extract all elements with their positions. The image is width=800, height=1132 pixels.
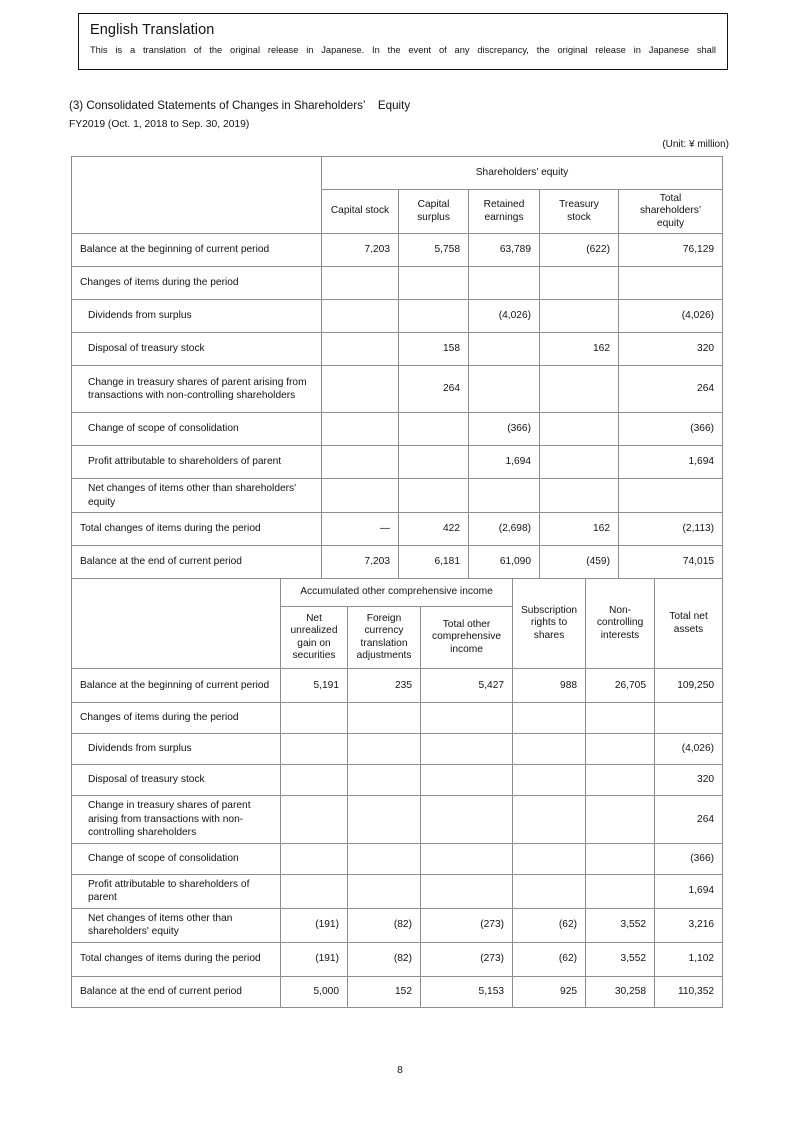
cell-value	[513, 796, 586, 844]
row-label-net-changes-of-items-other-than-shareholders-equ: Net changes of items other than shareholders' equity	[72, 479, 322, 513]
cell-value	[586, 703, 655, 734]
cell-value	[586, 734, 655, 765]
table-row	[72, 703, 723, 734]
cell-value	[540, 479, 619, 513]
cell-value	[540, 300, 619, 333]
cell-value: 74,015	[619, 546, 723, 579]
cell-value	[540, 267, 619, 300]
table-row	[72, 908, 723, 942]
row-label-disposal-of-treasury-stock: Disposal of treasury stock	[72, 765, 281, 796]
table-row	[72, 734, 723, 765]
cell-value: (622)	[540, 234, 619, 267]
table-row	[72, 976, 723, 1007]
cell-value: 76,129	[619, 234, 723, 267]
cell-value: 3,216	[655, 908, 723, 942]
cell-value	[513, 734, 586, 765]
table-row	[72, 413, 723, 446]
cell-value	[399, 479, 469, 513]
cell-value: (459)	[540, 546, 619, 579]
cell-value: 61,090	[469, 546, 540, 579]
cell-value	[421, 734, 513, 765]
shareholders-equity-table	[71, 156, 723, 579]
cell-value	[348, 765, 421, 796]
notice-title: English Translation	[90, 22, 215, 38]
table-row	[72, 513, 723, 546]
cell-value	[399, 267, 469, 300]
cell-value	[469, 333, 540, 366]
table-row	[72, 366, 723, 413]
cell-value	[540, 366, 619, 413]
cell-value: 63,789	[469, 234, 540, 267]
cell-value	[281, 734, 348, 765]
cell-value	[322, 479, 399, 513]
row-label-profit-attributable-to-shareholders-of-parent: Profit attributable to shareholders of parent	[72, 446, 322, 479]
cell-value: (4,026)	[655, 734, 723, 765]
cell-value	[281, 765, 348, 796]
cell-value: 422	[399, 513, 469, 546]
cell-value	[469, 366, 540, 413]
column-header-non-controlling-interests: Non- controlling interests	[586, 579, 655, 669]
column-header-foreign-currency-translation-adjustments: Foreign currency translation adjustments	[348, 607, 421, 669]
table-row	[72, 843, 723, 874]
cell-value: (62)	[513, 908, 586, 942]
column-group-header: Accumulated other comprehensive income	[281, 579, 513, 607]
row-label-profit-attributable-to-shareholders-of-parent: Profit attributable to shareholders of parent	[72, 874, 281, 908]
cell-value	[469, 479, 540, 513]
cell-value: 320	[655, 765, 723, 796]
cell-value: (191)	[281, 942, 348, 976]
column-header-total-net-assets: Total net assets	[655, 579, 723, 669]
cell-value: 7,203	[322, 546, 399, 579]
cell-value: (62)	[513, 942, 586, 976]
cell-value	[421, 765, 513, 796]
cell-value	[322, 267, 399, 300]
cell-value	[281, 874, 348, 908]
table2-body	[72, 579, 723, 1008]
row-label-change-of-scope-of-consolidation: Change of scope of consolidation	[72, 413, 322, 446]
column-header-treasury-stock: Treasury stock	[540, 190, 619, 234]
cell-value: 988	[513, 669, 586, 703]
cell-value	[421, 796, 513, 844]
cell-value	[322, 366, 399, 413]
cell-value	[540, 446, 619, 479]
header-stub-cell	[72, 157, 322, 234]
table-row	[72, 942, 723, 976]
cell-value: 264	[619, 366, 723, 413]
row-label-changes-of-items-during-the-period: Changes of items during the period	[72, 703, 281, 734]
cell-value: (366)	[619, 413, 723, 446]
cell-value: 5,153	[421, 976, 513, 1007]
row-label-change-in-treasury-shares-of-parent-arising-from: Change in treasury shares of parent arising from transactions with non-controlling shareholders	[72, 366, 322, 413]
row-label-balance-at-the-end-of-current-period: Balance at the end of current period	[72, 976, 281, 1007]
cell-value	[513, 765, 586, 796]
column-header-total-other-comprehensive-income: Total other comprehensive income	[421, 607, 513, 669]
cell-value	[513, 843, 586, 874]
row-label-dividends-from-surplus: Dividends from surplus	[72, 300, 322, 333]
table-header-row	[72, 579, 723, 607]
row-label-disposal-of-treasury-stock: Disposal of treasury stock	[72, 333, 322, 366]
english-translation-notice	[78, 13, 728, 70]
cell-value: 3,552	[586, 908, 655, 942]
cell-value: 1,694	[655, 874, 723, 908]
table-row	[72, 300, 723, 333]
cell-value	[281, 796, 348, 844]
table-row	[72, 234, 723, 267]
row-label-changes-of-items-during-the-period: Changes of items during the period	[72, 267, 322, 300]
cell-value	[586, 796, 655, 844]
cell-value: 110,352	[655, 976, 723, 1007]
table-row	[72, 546, 723, 579]
column-header-retained-earnings: Retained earnings	[469, 190, 540, 234]
column-header-capital-stock: Capital stock	[322, 190, 399, 234]
cell-value	[586, 843, 655, 874]
cell-value	[399, 446, 469, 479]
cell-value	[655, 703, 723, 734]
row-label-change-in-treasury-shares-of-parent-arising-from: Change in treasury shares of parent arising from transactions with non-controlling shareholders	[72, 796, 281, 844]
cell-value: (191)	[281, 908, 348, 942]
cell-value	[322, 300, 399, 333]
column-header-subscription-rights-to-shares: Subscription rights to shares	[513, 579, 586, 669]
row-label-balance-at-the-beginning-of-current-period: Balance at the beginning of current period	[72, 669, 281, 703]
cell-value	[421, 874, 513, 908]
cell-value: 152	[348, 976, 421, 1007]
cell-value: (2,698)	[469, 513, 540, 546]
row-label-balance-at-the-beginning-of-current-period: Balance at the beginning of current period	[72, 234, 322, 267]
row-label-total-changes-of-items-during-the-period: Total changes of items during the period	[72, 513, 322, 546]
notice-body: This is a translation of the original release in Japanese. In the event of any discrepancy, the original release in Japanese shall	[90, 45, 716, 55]
row-label-balance-at-the-end-of-current-period: Balance at the end of current period	[72, 546, 322, 579]
row-label-total-changes-of-items-during-the-period: Total changes of items during the period	[72, 942, 281, 976]
column-header-net-unrealized-gain-on-securities: Net unrealized gain on securities	[281, 607, 348, 669]
row-label-change-of-scope-of-consolidation: Change of scope of consolidation	[72, 843, 281, 874]
table-row	[72, 796, 723, 844]
cell-value	[586, 874, 655, 908]
page-title: (3) Consolidated Statements of Changes in Shareholders’ Equity	[69, 99, 411, 112]
cell-value: (2,113)	[619, 513, 723, 546]
cell-value: 158	[399, 333, 469, 366]
cell-value	[281, 843, 348, 874]
cell-value	[281, 703, 348, 734]
cell-value: 5,758	[399, 234, 469, 267]
table-header-row	[72, 157, 723, 190]
column-group-header: Shareholders’ equity	[322, 157, 723, 190]
cell-value: 320	[619, 333, 723, 366]
cell-value	[513, 703, 586, 734]
cell-value: 162	[540, 333, 619, 366]
cell-value: 162	[540, 513, 619, 546]
cell-value: 5,191	[281, 669, 348, 703]
unit-note: (Unit: ¥ million)	[662, 139, 729, 150]
table-row	[72, 333, 723, 366]
cell-value: 30,258	[586, 976, 655, 1007]
row-label-net-changes-of-items-other-than-shareholders-equ: Net changes of items other than shareholders' equity	[72, 908, 281, 942]
cell-value	[322, 333, 399, 366]
cell-value: 235	[348, 669, 421, 703]
cell-value: (366)	[469, 413, 540, 446]
table-row	[72, 765, 723, 796]
cell-value	[322, 446, 399, 479]
cell-value	[586, 765, 655, 796]
cell-value	[421, 703, 513, 734]
cell-value: (82)	[348, 942, 421, 976]
cell-value	[348, 796, 421, 844]
cell-value: 3,552	[586, 942, 655, 976]
cell-value: 264	[655, 796, 723, 844]
cell-value: 264	[399, 366, 469, 413]
cell-value: 7,203	[322, 234, 399, 267]
cell-value	[619, 267, 723, 300]
cell-value: 6,181	[399, 546, 469, 579]
cell-value	[619, 479, 723, 513]
cell-value: ―	[322, 513, 399, 546]
cell-value	[421, 843, 513, 874]
table-row	[72, 446, 723, 479]
cell-value: 1,694	[619, 446, 723, 479]
cell-value	[513, 874, 586, 908]
cell-value: 925	[513, 976, 586, 1007]
cell-value: 26,705	[586, 669, 655, 703]
cell-value	[399, 300, 469, 333]
cell-value	[469, 267, 540, 300]
cell-value: 1,102	[655, 942, 723, 976]
cell-value: 1,694	[469, 446, 540, 479]
cell-value	[348, 734, 421, 765]
cell-value	[322, 413, 399, 446]
column-header-capital-surplus: Capital surplus	[399, 190, 469, 234]
header-stub-cell	[72, 579, 281, 669]
comprehensive-income-table	[71, 578, 723, 1008]
section-period: FY2019 (Oct. 1, 2018 to Sep. 30, 2019)	[69, 119, 250, 130]
cell-value	[348, 703, 421, 734]
row-label-dividends-from-surplus: Dividends from surplus	[72, 734, 281, 765]
cell-value: (82)	[348, 908, 421, 942]
table-row	[72, 669, 723, 703]
table-row	[72, 479, 723, 513]
cell-value: (366)	[655, 843, 723, 874]
cell-value: (273)	[421, 908, 513, 942]
cell-value: 5,000	[281, 976, 348, 1007]
cell-value: 109,250	[655, 669, 723, 703]
cell-value	[540, 413, 619, 446]
cell-value: (4,026)	[619, 300, 723, 333]
cell-value: 5,427	[421, 669, 513, 703]
cell-value: (4,026)	[469, 300, 540, 333]
cell-value	[348, 843, 421, 874]
table1-body	[72, 157, 723, 579]
cell-value	[399, 413, 469, 446]
page-number: 8	[397, 1065, 403, 1076]
table-row	[72, 874, 723, 908]
cell-value	[348, 874, 421, 908]
cell-value: (273)	[421, 942, 513, 976]
column-header-total-shareholders-equity: Total shareholders’ equity	[619, 190, 723, 234]
table-row	[72, 267, 723, 300]
